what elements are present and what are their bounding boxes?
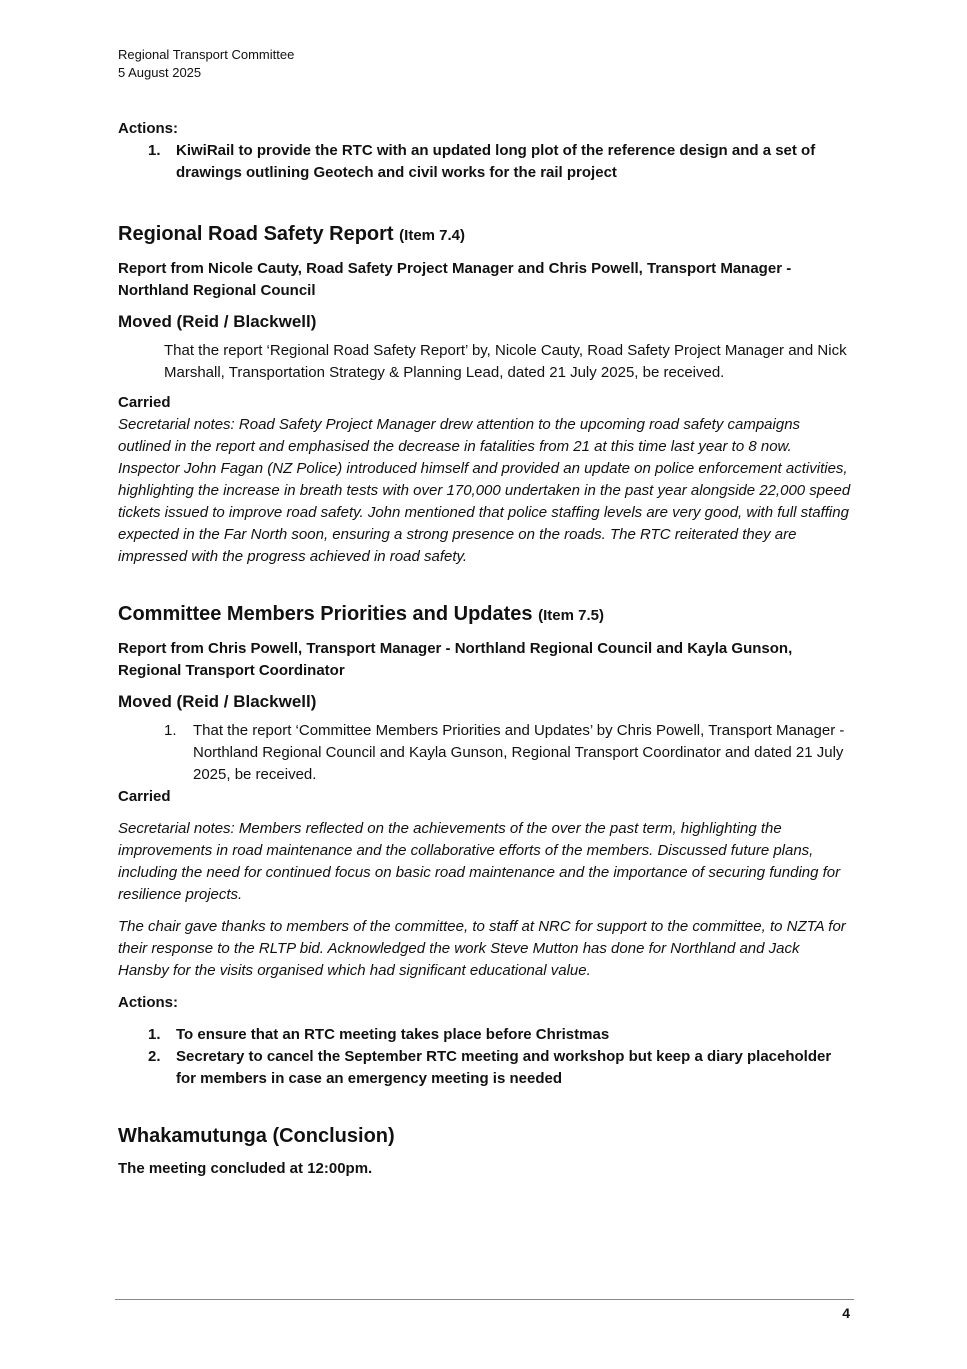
list-text: That the report ‘Committee Members Priorities and Updates’ by Chris Powell, Transport Manager - Northland Regional Council and Kayla Gunson, Regional Transport Coordinator and dated 21 July 2025, be received. bbox=[193, 722, 845, 783]
list-text: KiwiRail to provide the RTC with an updated long plot of the reference design and a set of drawings outlining Geotech and civil works for the rail project bbox=[176, 142, 816, 181]
resolution-list bbox=[118, 720, 854, 786]
section-heading-road-safety bbox=[118, 220, 854, 250]
list-number: 1. bbox=[148, 142, 161, 159]
report-from: Report from Nicole Cauty, Road Safety Project Manager and Chris Powell, Transport Manager - Northland Regional Council bbox=[118, 260, 792, 299]
list-number: 1. bbox=[148, 1026, 161, 1043]
moved-by: Moved (Reid / Blackwell) bbox=[118, 312, 317, 331]
actions-list bbox=[118, 1024, 854, 1090]
moved-by: Moved (Reid / Blackwell) bbox=[118, 692, 317, 711]
list-item bbox=[164, 720, 854, 786]
actions-list bbox=[118, 140, 854, 184]
section-title: Regional Road Safety Report bbox=[118, 223, 394, 245]
carried-label: Carried bbox=[118, 394, 171, 411]
secretarial-notes: Secretarial notes: Members reflected on the achievements of the over the past term, highlighting the improvements in road maintenance and the collaborative efforts of the members. Discussed future plans, including the need for continued focus on basic road maintenance and the importance of securing funding for resilience projects. bbox=[118, 820, 841, 903]
actions-label: Actions: bbox=[118, 120, 178, 137]
header-date: 5 August 2025 bbox=[118, 65, 202, 80]
header-committee: Regional Transport Committee bbox=[118, 47, 295, 62]
document-page bbox=[118, 46, 854, 1180]
list-item bbox=[148, 1024, 854, 1046]
conclusion-text: The meeting concluded at 12:00pm. bbox=[118, 1160, 373, 1177]
list-item bbox=[148, 140, 854, 184]
carried-label: Carried bbox=[118, 788, 171, 805]
item-reference: (Item 7.4) bbox=[399, 227, 466, 244]
report-from: Report from Chris Powell, Transport Manager - Northland Regional Council and Kayla Gunson, Regional Transport Coordinator bbox=[118, 640, 793, 679]
item-reference: (Item 7.5) bbox=[538, 607, 604, 624]
actions-label: Actions: bbox=[118, 994, 178, 1011]
secretarial-notes: Secretarial notes: Road Safety Project Manager drew attention to the upcoming road safety campaigns outlined in the report and emphasised the decrease in fatalities from 21 at this time last year to 8 now. Inspector John Fagan (NZ Police) introduced himself and provided an update on police enforcement activities, highlighting the increase in breath tests with over 170,000 undertaken in the past year alongside 22,000 speed tickets issued to improve road safety. John mentioned that police staffing levels are very good, with full staffing expected in the Far North soon, ensuring a strong presence on the roads. The RTC reiterated they are impressed with the progress achieved in road safety. bbox=[118, 416, 851, 565]
resolution-text: That the report ‘Regional Road Safety Report’ by, Nicole Cauty, Road Safety Project Manager and Nick Marshall, Transportation Strategy & Planning Lead, dated 21 July 2025, be received. bbox=[164, 342, 847, 381]
list-text: To ensure that an RTC meeting takes place before Christmas bbox=[176, 1026, 610, 1043]
section-heading-conclusion bbox=[118, 1122, 854, 1150]
section-title: Whakamutunga (Conclusion) bbox=[118, 1125, 395, 1147]
chair-thanks-notes: The chair gave thanks to members of the committee, to staff at NRC for support to the committee, to NZTA for their response to the RLTP bid. Acknowledged the work Steve Mutton has done for Northland and Jack Hansby for the visits organised which had significant educational value. bbox=[118, 918, 846, 979]
section-heading-committee-priorities bbox=[118, 600, 854, 630]
section-title: Committee Members Priorities and Updates bbox=[118, 603, 533, 625]
list-number: 2. bbox=[148, 1048, 161, 1065]
footer-divider bbox=[115, 1299, 854, 1300]
page-number: 4 bbox=[842, 1305, 850, 1321]
list-item bbox=[148, 1046, 854, 1090]
list-text: Secretary to cancel the September RTC meeting and workshop but keep a diary placeholder for members in case an emergency meeting is needed bbox=[176, 1048, 832, 1087]
list-number: 1. bbox=[164, 722, 177, 739]
